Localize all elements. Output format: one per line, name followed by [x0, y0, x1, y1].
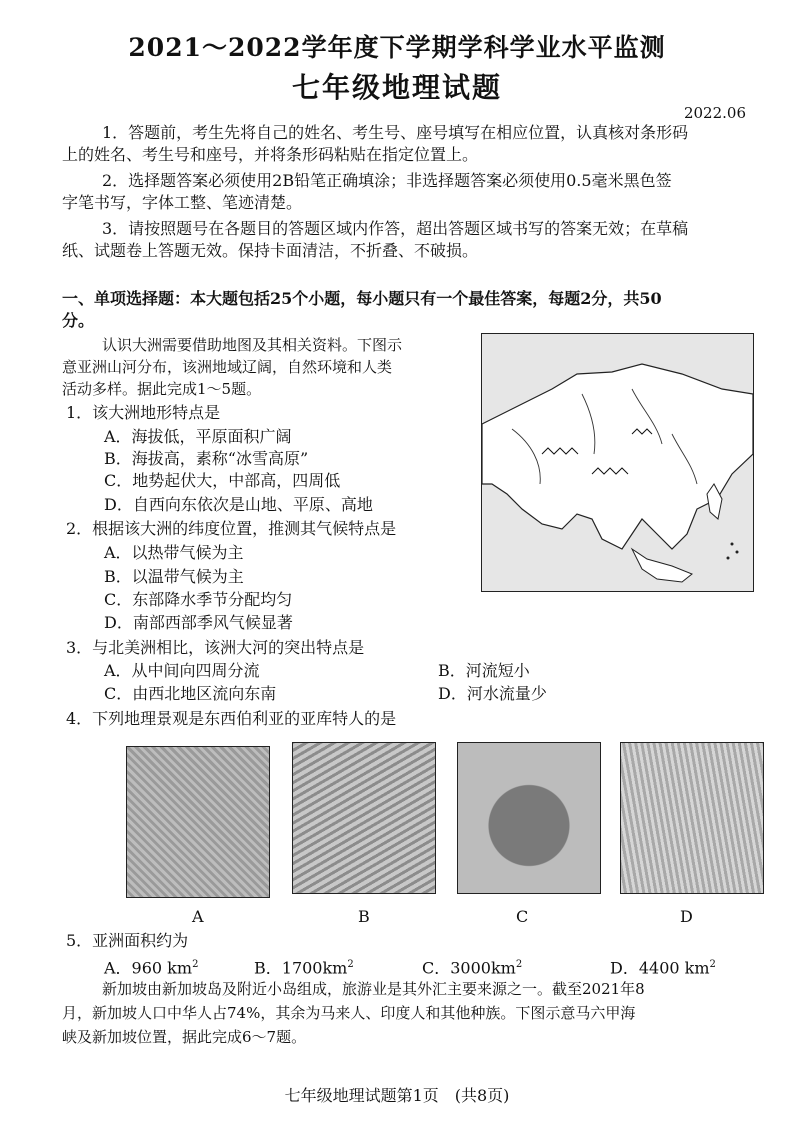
intro2-line-1: 新加坡由新加坡岛及附近小岛组成，旅游业是其外汇主要来源之一。截至2021年8 [102, 980, 645, 998]
photo-option-b [292, 742, 436, 894]
q2-option-b: B．以温带气候为主 [104, 567, 244, 586]
exam-title: 2021～2022学年度下学期学科学业水平监测 [128, 33, 666, 62]
q5-option-d-sup: 2 [709, 959, 716, 970]
asia-map-drawing [482, 334, 753, 591]
intro2-line-2: 月，新加坡人口中华人占74%，其余为马来人、印度人和其他种族。下图示意马六甲海 [62, 1004, 636, 1022]
section-heading: 一、单项选择题：本大题包括25个小题，每小题只有一个最佳答案，每题2分，共50 [62, 289, 662, 308]
instruction-line-2: 上的姓名、考生号和座号，并将条形码粘贴在指定位置上。 [62, 145, 479, 164]
intro-line-3: 活动多样。据此完成1～5题。 [62, 380, 262, 398]
q5-option-b-sup: 2 [347, 959, 354, 970]
q3-option-d: D．河水流量少 [438, 684, 547, 703]
q2-option-c: C．东部降水季节分配均匀 [104, 590, 293, 609]
photo-option-a [126, 746, 270, 898]
q4-stem: 4．下列地理景观是东西伯利亚的亚库特人的是 [66, 709, 397, 728]
q5-option-a-text: A．960 km [104, 958, 193, 978]
q5-option-a [104, 954, 198, 979]
exam-date: 2022.06 [683, 104, 746, 122]
photo-label-b: B [358, 907, 370, 926]
q5-option-b-text: B．1700km [254, 958, 348, 978]
q3-option-a: A．从中间向四周分流 [104, 661, 260, 680]
photo-label-d: D [680, 907, 693, 926]
exam-subtitle: 七年级地理试题 [291, 71, 502, 104]
q3-stem: 3．与北美洲相比，该洲大河的突出特点是 [66, 638, 365, 657]
q5-option-b [254, 954, 354, 979]
q5-option-c [422, 954, 522, 979]
instruction-line-6: 纸、试题卷上答题无效。保持卡面清洁，不折叠、不破损。 [62, 241, 479, 260]
instruction-line-5: 3．请按照题号在各题目的答题区域内作答，超出答题区域书写的答案无效；在草稿 [102, 219, 689, 238]
q1-option-c: C．地势起伏大，中部高，四周低 [104, 471, 341, 490]
q5-option-d-text: D．4400 km [610, 958, 710, 978]
q2-option-a: A．以热带气候为主 [104, 543, 244, 562]
q3-option-b: B．河流短小 [438, 661, 530, 680]
instruction-line-1: 1．答题前，考生先将自己的姓名、考生号、座号填写在相应位置，认真核对条形码 [102, 123, 689, 142]
intro2-line-3: 峡及新加坡位置，据此完成6～7题。 [62, 1028, 307, 1046]
asia-map [481, 333, 754, 592]
instruction-line-3: 2．选择题答案必须使用2B铅笔正确填涂；非选择题答案必须使用0.5毫米黑色签 [102, 171, 672, 190]
q2-option-d: D．南部西部季风气候显著 [104, 613, 293, 632]
intro-line-1: 认识大洲需要借助地图及其相关资料。下图示 [102, 336, 403, 354]
q5-option-a-sup: 2 [192, 959, 199, 970]
q2-stem: 2．根据该大洲的纬度位置，推测其气候特点是 [66, 519, 397, 538]
q5-option-c-text: C．3000km [422, 958, 516, 978]
q5-option-d [610, 954, 716, 979]
q5-option-c-sup: 2 [515, 959, 523, 970]
photo-label-c: C [516, 907, 529, 926]
section-heading-cont: 分。 [62, 311, 95, 330]
q3-option-c: C．由西北地区流向东南 [104, 684, 277, 703]
q1-option-b: B．海拔高，素称“冰雪高原” [104, 449, 309, 468]
photo-label-a: A [192, 907, 204, 926]
q1-option-a: A．海拔低，平原面积广阔 [104, 427, 292, 446]
page-footer: 七年级地理试题第1页 (共8页) [284, 1086, 510, 1105]
instruction-line-4: 字笔书写，字体工整、笔迹清楚。 [62, 193, 303, 212]
q1-option-d: D．自西向东依次是山地、平原、高地 [104, 495, 373, 514]
q1-stem: 1．该大洲地形特点是 [66, 403, 221, 422]
q5-stem: 5．亚洲面积约为 [66, 931, 189, 950]
photo-option-c [457, 742, 601, 894]
intro-line-2: 意亚洲山河分布，该洲地域辽阔，自然环境和人类 [62, 358, 393, 376]
photo-option-d [620, 742, 764, 894]
